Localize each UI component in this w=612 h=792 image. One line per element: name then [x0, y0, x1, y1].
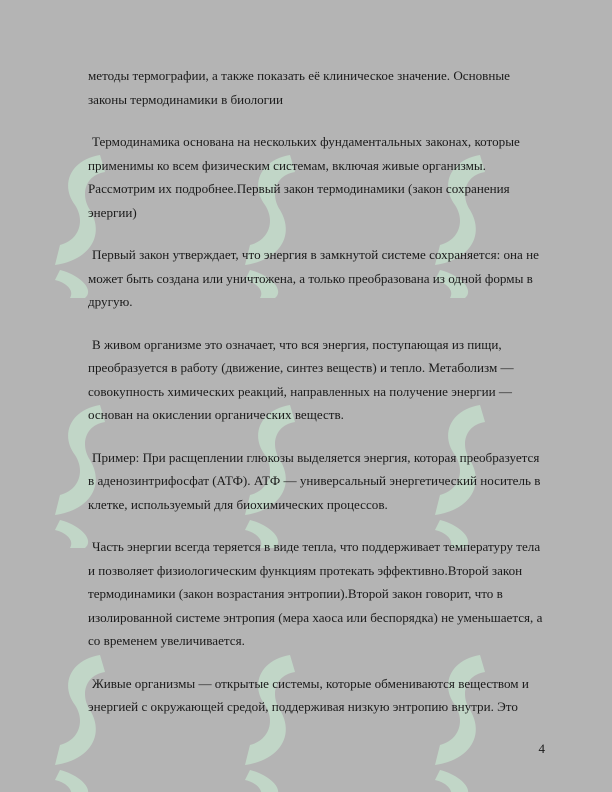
paragraph: Термодинамика основана на нескольких фундаментальных законах, которые применимы ко всем физическим системам, включая живые организмы. Рассмотрим их подробнее.Первый закон термодинамики (закон сохранения энергии) — [88, 134, 520, 220]
paragraph: Часть энергии всегда теряется в виде тепла, что поддерживает температуру тела и позволяет физиологическим функциям протекать эффективно.Второй закон термодинамики (закон возрастания энтропии).Второй закон говорит, что в изолированной системе энтропия (мера хаоса или беспорядка) не уменьшается, а со временем увеличивается. — [88, 539, 543, 648]
paragraph: Живые организмы — открытые системы, которые обмениваются веществом и энергией с окружающей средой, поддерживая низкую энтропию внутри. Это — [88, 675, 529, 714]
paragraph: В живом организме это означает, что вся энергия, поступающая из пищи, преобразуется в работу (движение, синтез веществ) и тепло. Метаболизм — совокупность химических реакций, направленных на получение энергии — основан на окислении органических веществ. — [88, 336, 514, 422]
paragraph: Пример: При расщеплении глюкозы выделяется энергия, которая преобразуется в аденозинтрифосфат (АТФ). АТФ — универсальный энергетический носитель в клетке, используемый для биохимических процессов. — [88, 449, 541, 512]
paragraph: Первый закон утверждает, что энергия в замкнутой системе сохраняется: она не может быть создана или уничтожена, а только преобразована из одной формы в другую. — [88, 247, 539, 309]
paragraph: методы термографии, а также показать её клиническое значение. Основные законы термодинамики в биологии — [88, 68, 510, 107]
document-body — [88, 64, 548, 738]
page-number: 4 — [538, 741, 545, 756]
